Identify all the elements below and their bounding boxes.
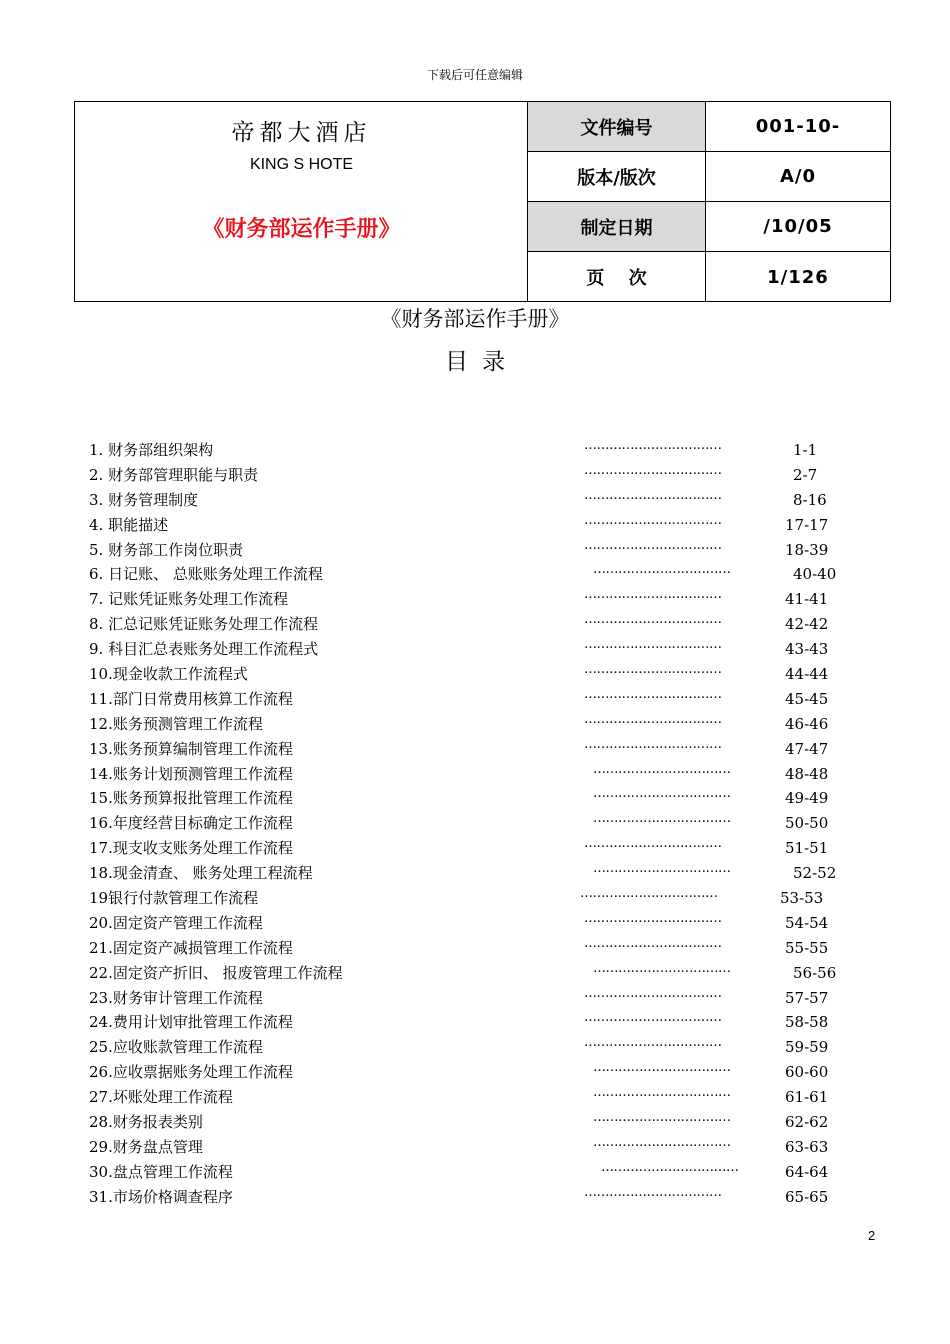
toc-entry: [0, 538, 950, 563]
toc-entry: [0, 936, 950, 961]
toc-entry-label: 6. 日记账、 总账账务处理工作流程: [89, 565, 323, 584]
info-key: 文件编号: [528, 102, 706, 151]
toc-entry-pages: 54-54: [785, 913, 829, 932]
toc-entry: [0, 438, 950, 463]
toc-entry-pages: 53-53: [780, 889, 824, 908]
toc-dot-leader: ……………………………: [593, 562, 731, 578]
info-value: /10/05: [763, 216, 833, 237]
toc-entry-pages: 40-40: [793, 565, 837, 584]
toc-entry: [0, 488, 950, 513]
toc-dot-leader: ……………………………: [584, 637, 722, 653]
toc-entry-label: 25.应收账款管理工作流程: [89, 1038, 263, 1057]
toc-dot-leader: ……………………………: [593, 1134, 731, 1150]
toc-entry-label: 14.账务计划预测管理工作流程: [89, 764, 293, 783]
info-row-version: [528, 152, 890, 202]
document-title: 《财务部运作手册》: [380, 307, 570, 331]
table-of-contents: [0, 438, 950, 1210]
toc-entry-label: 3. 财务管理制度: [89, 490, 199, 509]
toc-entry: [0, 1010, 950, 1035]
toc-entry: [0, 662, 950, 687]
info-value: 001-10-: [755, 116, 841, 137]
toc-entry-pages: 56-56: [793, 963, 837, 982]
toc-entry-pages: 51-51: [785, 839, 829, 858]
toc-entry: [0, 712, 950, 737]
toc-dot-leader: ……………………………: [584, 1010, 722, 1026]
info-row-file-number: [528, 102, 890, 152]
toc-entry-pages: 49-49: [785, 789, 829, 808]
toc-dot-leader: ……………………………: [580, 886, 718, 902]
toc-entry-label: 21.固定资产减损管理工作流程: [89, 938, 293, 957]
page-number: 2: [868, 1228, 876, 1243]
toc-entry-label: 16.年度经营目标确定工作流程: [89, 814, 293, 833]
toc-entry: [0, 612, 950, 637]
toc-dot-leader: ……………………………: [584, 612, 722, 628]
toc-entry-pages: 8-16: [793, 490, 827, 509]
toc-entry-pages: 46-46: [785, 714, 829, 733]
toc-entry-label: 11.部门日常费用核算工作流程: [89, 689, 293, 708]
info-value: 1/126: [767, 266, 829, 288]
toc-entry-label: 9. 科目汇总表账务处理工作流程式: [89, 640, 319, 659]
toc-dot-leader: ……………………………: [584, 438, 722, 453]
toc-entry: [0, 911, 950, 936]
toc-entry-label: 4. 职能描述: [89, 515, 169, 534]
toc-dot-leader: ……………………………: [593, 1110, 731, 1126]
toc-entry-label: 10.现金收款工作流程式: [89, 665, 248, 684]
toc-entry-label: 7. 记账凭证账务处理工作流程: [89, 590, 289, 609]
toc-entry: [0, 562, 950, 587]
toc-entry-label: 22.固定资产折旧、 报废管理工作流程: [89, 963, 343, 982]
toc-entry: [0, 1160, 950, 1185]
toc-dot-leader: ……………………………: [584, 686, 722, 702]
manual-title: 《财务部运作手册》: [202, 217, 401, 242]
toc-dot-leader: ……………………………: [584, 1035, 722, 1051]
toc-dot-leader: ……………………………: [584, 836, 722, 852]
toc-entry-pages: 47-47: [785, 739, 829, 758]
toc-entry-label: 30.盘点管理工作流程: [89, 1162, 233, 1181]
toc-entry-label: 1. 财务部组织架构: [89, 441, 214, 459]
header-title-cell: [75, 102, 528, 301]
toc-entry: [0, 1110, 950, 1135]
toc-entry-pages: 41-41: [785, 590, 829, 609]
hotel-name: 帝都大酒店: [231, 120, 372, 146]
toc-entry: [0, 513, 950, 538]
toc-dot-leader: ……………………………: [584, 736, 722, 752]
toc-entry-label: 19银行付款管理工作流程: [89, 889, 259, 908]
toc-entry-label: 23.财务审计管理工作流程: [89, 988, 263, 1007]
toc-entry-label: 18.现金清查、 账务处理工程流程: [89, 864, 313, 883]
toc-dot-leader: ……………………………: [584, 512, 722, 528]
toc-entry: [0, 861, 950, 886]
toc-entry-label: 26.应收票据账务处理工作流程: [89, 1063, 293, 1082]
toc-entry-pages: 55-55: [785, 938, 829, 957]
info-row-date: [528, 202, 890, 252]
toc-entry-pages: 64-64: [785, 1162, 829, 1181]
toc-dot-leader: ……………………………: [593, 761, 731, 777]
hotel-name-en: KING S HOTE: [249, 156, 354, 173]
toc-entry-pages: 62-62: [785, 1113, 829, 1132]
toc-entry: [0, 811, 950, 836]
toc-dot-leader: ……………………………: [593, 811, 731, 827]
toc-entry: [0, 1185, 950, 1210]
toc-entry-pages: 43-43: [785, 640, 829, 659]
toc-entry: [0, 737, 950, 762]
info-value: A/0: [779, 166, 817, 187]
toc-entry-pages: 58-58: [785, 1013, 829, 1032]
toc-dot-leader: ……………………………: [584, 587, 722, 603]
toc-dot-leader: ……………………………: [584, 487, 722, 503]
toc-entry: [0, 986, 950, 1011]
toc-entry-pages: 59-59: [785, 1038, 829, 1057]
toc-entry-label: 27.坏账处理工作流程: [89, 1088, 233, 1107]
info-row-page: [528, 252, 890, 302]
toc-entry-pages: 1-1: [793, 441, 818, 459]
toc-entry: [0, 1135, 950, 1160]
toc-entry-pages: 45-45: [785, 689, 829, 708]
toc-entry-pages: 17-17: [785, 515, 829, 534]
toc-entry-label: 28.财务报表类别: [89, 1113, 203, 1132]
toc-heading: 目录: [445, 349, 519, 375]
toc-entry-label: 15.账务预算报批管理工作流程: [89, 789, 293, 808]
toc-dot-leader: ……………………………: [593, 861, 731, 877]
toc-dot-leader: ……………………………: [584, 662, 722, 678]
toc-entry: [0, 1035, 950, 1060]
toc-entry: [0, 961, 950, 986]
toc-dot-leader: ……………………………: [584, 1184, 722, 1200]
toc-entry-pages: 61-61: [785, 1088, 829, 1107]
toc-entry: [0, 836, 950, 861]
toc-dot-leader: ……………………………: [584, 537, 722, 553]
toc-entry-label: 20.固定资产管理工作流程: [89, 913, 263, 932]
toc-entry: [0, 463, 950, 488]
toc-entry: [0, 886, 950, 911]
toc-dot-leader: ……………………………: [584, 910, 722, 926]
toc-entry-label: 5. 财务部工作岗位职责: [89, 540, 244, 559]
toc-entry: [0, 762, 950, 787]
info-key: 页 次: [528, 252, 706, 302]
info-key: 制定日期: [528, 202, 706, 251]
toc-entry-pages: 60-60: [785, 1063, 829, 1082]
toc-entry: [0, 1085, 950, 1110]
toc-entry-pages: 52-52: [793, 864, 837, 883]
toc-entry-pages: 44-44: [785, 665, 829, 684]
toc-dot-leader: ……………………………: [584, 711, 722, 727]
toc-dot-leader: ……………………………: [584, 935, 722, 951]
toc-entry-pages: 18-39: [785, 540, 829, 559]
top-note: 下载后可任意编辑: [426, 68, 523, 82]
toc-entry-label: 8. 汇总记账凭证账务处理工作流程: [89, 615, 319, 634]
info-key: 版本/版次: [528, 152, 706, 201]
toc-dot-leader: ……………………………: [593, 1085, 731, 1101]
toc-dot-leader: ……………………………: [593, 960, 731, 976]
document-header: [74, 101, 891, 302]
toc-dot-leader: ……………………………: [601, 1159, 739, 1175]
toc-dot-leader: ……………………………: [593, 786, 731, 802]
toc-dot-leader: ……………………………: [593, 1060, 731, 1076]
toc-entry: [0, 1060, 950, 1085]
header-info-grid: [528, 102, 890, 301]
toc-dot-leader: ……………………………: [584, 985, 722, 1001]
toc-entry-pages: 57-57: [785, 988, 829, 1007]
toc-entry: [0, 687, 950, 712]
toc-entry-pages: 2-7: [793, 465, 818, 484]
toc-entry: [0, 637, 950, 662]
toc-entry-pages: 63-63: [785, 1137, 829, 1156]
toc-entry-label: 13.账务预算编制管理工作流程: [89, 739, 293, 758]
toc-entry-pages: 42-42: [785, 615, 829, 634]
toc-entry-pages: 50-50: [785, 814, 829, 833]
toc-entry-label: 29.财务盘点管理: [89, 1137, 203, 1156]
toc-entry-label: 17.现支收支账务处理工作流程: [89, 839, 293, 858]
toc-entry-pages: 48-48: [785, 764, 829, 783]
toc-entry-label: 24.费用计划审批管理工作流程: [89, 1013, 293, 1032]
toc-entry-label: 2. 财务部管理职能与职责: [89, 465, 259, 484]
toc-entry: [0, 587, 950, 612]
toc-entry-label: 31.市场价格调查程序: [89, 1187, 233, 1206]
toc-entry: [0, 786, 950, 811]
toc-dot-leader: ……………………………: [584, 462, 722, 478]
toc-entry-label: 12.账务预测管理工作流程: [89, 714, 263, 733]
toc-entry-pages: 65-65: [785, 1187, 829, 1206]
